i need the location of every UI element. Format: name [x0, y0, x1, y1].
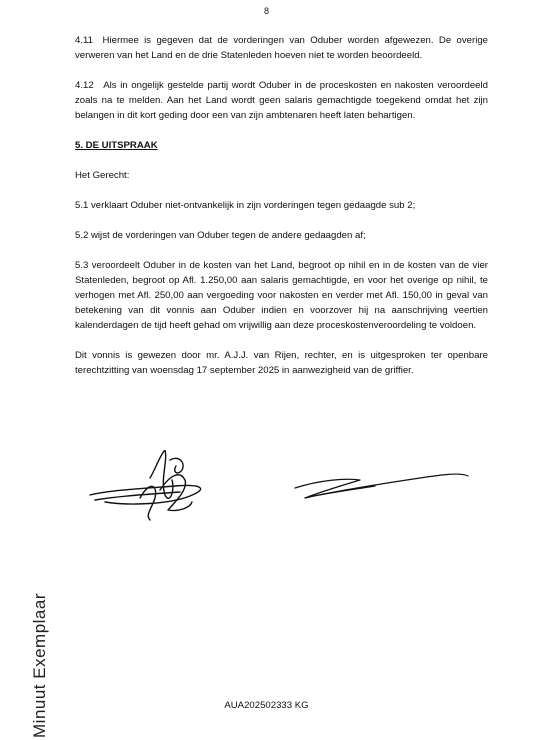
- paragraph-4-11: 4.11 Hiermee is gegeven dat de vorderingen van Oduber worden afgewezen. De overige verweren van het Land en de drie Statenleden hoeven niet te worden beoordeeld.: [75, 35, 488, 61]
- clerk-signature: [295, 474, 468, 498]
- page-number: 8: [263, 6, 269, 16]
- ruling-5-1: 5.1 verklaart Oduber niet-ontvankelijk in zijn vorderingen tegen gedaagde sub 2;: [75, 200, 416, 211]
- ruling-5-3: 5.3 veroordeelt Oduber in de kosten van het Land, begroot op nihil en in de kosten van de vier Statenleden, begroot op Afl. 1.250,00 aan salaris gemachtigde, en voor het overige op nihil, te verhogen met Afl. 250,00 aan vergoeding voor nakosten en verder met Afl. 150,00 in geval van betekening van dit vonnis aan Oduber indien en voorzover hij na aanschrijving veertien kalenderdagen de tijd heeft gehad om vrijwillig aan deze proceskostenveroordeling te voldoen.: [75, 260, 488, 331]
- signatures: [0, 450, 533, 540]
- stamp-text: Minuut Exemplaar: [30, 592, 49, 738]
- footer-reference: AUA202502333 KG: [224, 700, 309, 711]
- paragraph-4-12: 4.12 Als in ongelijk gestelde partij wordt Oduber in de proceskosten en nakosten veroordeeld zoals na te melden. Aan het Land wordt geen salaris gemachtigde toegekend omdat het zijn belangen in dit kort geding door een van zijn ambtenaren heeft laten behartigen.: [75, 80, 488, 121]
- section-heading: 5. DE UITSPRAAK: [75, 140, 158, 151]
- judge-signature: [90, 450, 201, 520]
- document-body: [75, 33, 488, 393]
- closing-paragraph: Dit vonnis is gewezen door mr. A.J.J. van Rijen, rechter, en is uitgesproken ter openbare terechtzitting van woensdag 17 september 2025 in aanwezigheid van de griffier.: [75, 350, 488, 376]
- intro-line: Het Gerecht:: [75, 170, 130, 181]
- ruling-5-2: 5.2 wijst de vorderingen van Oduber tegen de andere gedaagden af;: [75, 230, 366, 241]
